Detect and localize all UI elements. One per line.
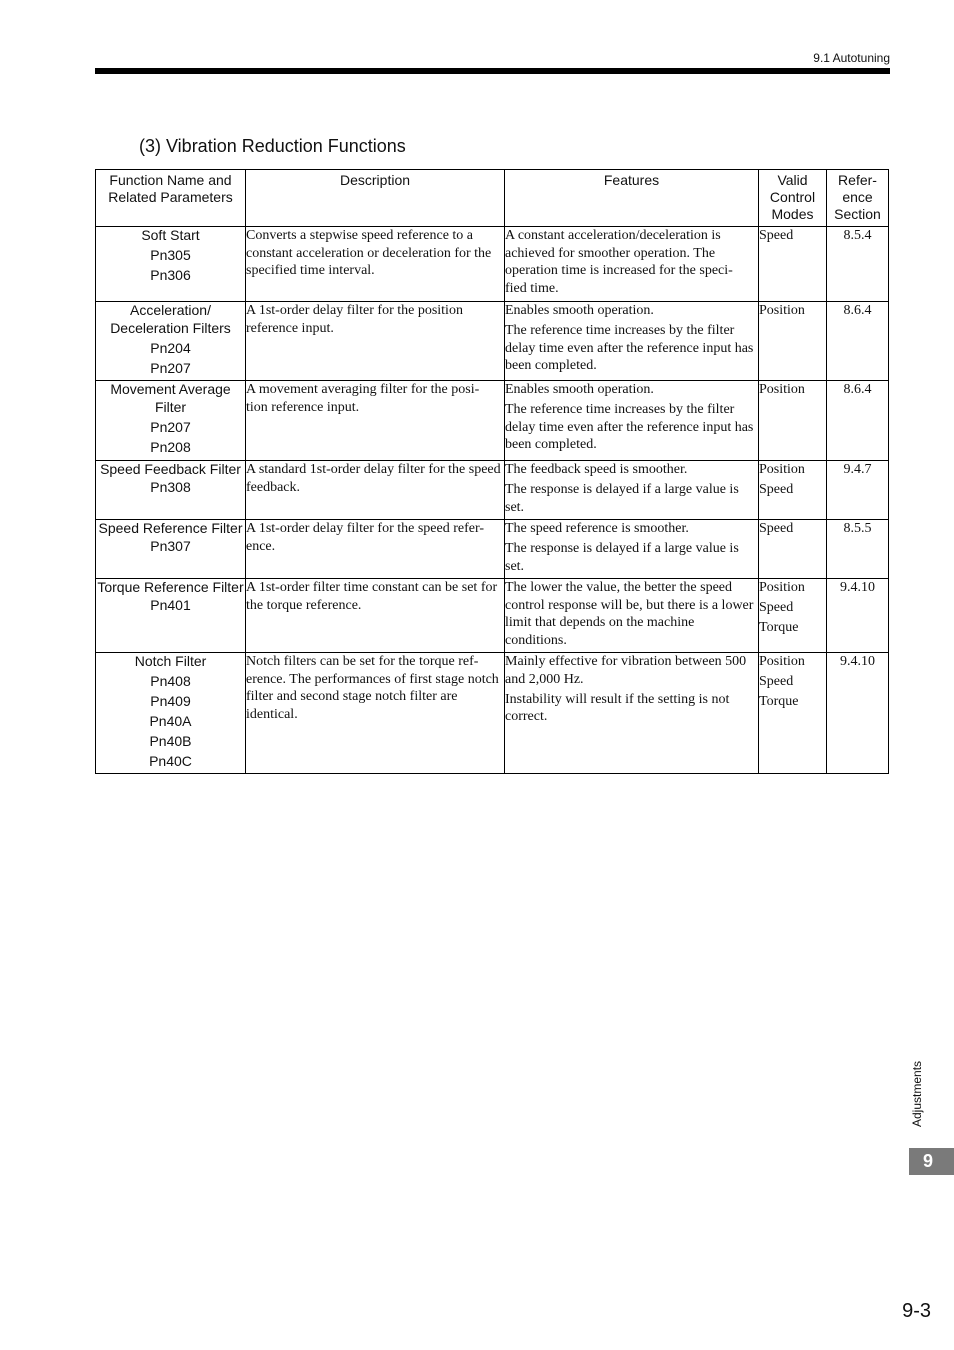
reference-section-cell: 9.4.10	[827, 653, 889, 774]
parameter-name: Pn305	[150, 247, 191, 263]
features-cell	[505, 302, 759, 381]
features-cell	[505, 653, 759, 774]
function-name-cell	[96, 461, 246, 520]
description-cell: A 1st-order delay filter for the position reference input.	[246, 302, 505, 381]
parameter-name: Pn207	[150, 418, 191, 435]
description-cell: Converts a stepwise speed reference to a constant acceleration or deceleration for the specified time interval.	[246, 227, 505, 302]
table-row	[96, 520, 889, 579]
parameter-name: Pn307	[150, 537, 191, 554]
function-name-cell	[96, 227, 246, 302]
feature-text: The speed reference is smoother.	[505, 521, 689, 536]
description-cell: A standard 1st-order delay filter for the speed feedback.	[246, 461, 505, 520]
column-header-reference-section: Refer- ence Section	[827, 170, 889, 227]
control-modes-cell	[759, 227, 827, 302]
parameter-name: Pn207	[150, 359, 191, 376]
function-name: Torque Reference Filter	[97, 579, 244, 595]
table-row	[96, 302, 889, 381]
feature-text: The response is delayed if a large value is set.	[505, 482, 739, 515]
column-header-description: Description	[246, 170, 505, 227]
function-name-cell	[96, 520, 246, 579]
parameter-name: Pn308	[150, 478, 191, 495]
control-mode: Position	[759, 580, 805, 595]
description-cell: A movement averaging filter for the posi- tion reference input.	[246, 381, 505, 461]
parameter-name: Pn40A	[149, 713, 192, 729]
function-name: Speed Feedback Filter	[100, 461, 241, 477]
feature-text: The reference time increases by the filter delay time even after the reference input has been completed.	[505, 402, 754, 452]
description-cell: A 1st-order delay filter for the speed refer- ence.	[246, 520, 505, 579]
parameter-name: Pn306	[150, 267, 191, 283]
feature-text: The response is delayed if a large value is set.	[505, 541, 739, 574]
header-rule	[95, 68, 890, 74]
table-header-row	[96, 170, 889, 227]
function-name: Speed Reference Filter	[98, 520, 243, 536]
control-mode: Torque	[759, 620, 799, 635]
features-cell	[505, 227, 759, 302]
control-mode: Speed	[759, 228, 794, 243]
parameter-name: Pn408	[150, 673, 191, 689]
control-mode: Torque	[759, 694, 799, 709]
table-row	[96, 227, 889, 302]
control-modes-cell	[759, 461, 827, 520]
table-row	[96, 653, 889, 774]
page-number: 9-3	[902, 1300, 931, 1322]
feature-text: The feedback speed is smoother.	[505, 462, 688, 477]
function-name: Acceleration/ Deceleration Filters	[110, 302, 231, 336]
table-row	[96, 381, 889, 461]
table-row	[96, 579, 889, 653]
function-name-cell	[96, 579, 246, 653]
reference-section-cell: 8.5.4	[827, 227, 889, 302]
description-cell: A 1st-order filter time constant can be set for the torque reference.	[246, 579, 505, 653]
control-mode: Speed	[759, 521, 794, 536]
column-header-valid-control-modes: Valid Control Modes	[759, 170, 827, 227]
control-mode: Speed	[759, 482, 794, 497]
column-header-features: Features	[505, 170, 759, 227]
parameter-name: Pn409	[150, 693, 191, 709]
features-cell	[505, 579, 759, 653]
feature-text: The lower the value, the better the speed control response will be, but there is a lower limit that depends on the machine conditions.	[505, 580, 754, 648]
feature-text: A constant acceleration/deceleration is achieved for smoother operation. The operation time is increased for the speci- fied time.	[505, 228, 733, 296]
features-cell	[505, 461, 759, 520]
parameter-name: Pn40C	[149, 753, 192, 769]
control-modes-cell	[759, 302, 827, 381]
feature-text: Mainly effective for vibration between 500 and 2,000 Hz.	[505, 654, 747, 687]
chapter-side-label-text: Adjustments	[910, 1060, 924, 1127]
control-mode: Position	[759, 382, 805, 397]
function-name: Notch Filter	[134, 653, 207, 669]
description-cell: Notch filters can be set for the torque ref- erence. The performances of first stage notch filter and second stage notch filter are identical.	[246, 653, 505, 774]
running-head: 9.1 Autotuning	[813, 51, 890, 65]
chapter-tab: 9	[909, 1148, 954, 1175]
section-title: (3) Vibration Reduction Functions	[139, 136, 406, 156]
function-name: Soft Start	[141, 227, 200, 243]
control-modes-cell	[759, 653, 827, 774]
control-mode: Position	[759, 303, 805, 318]
function-name-cell	[96, 653, 246, 774]
control-mode: Speed	[759, 600, 794, 615]
control-mode: Position	[759, 462, 805, 477]
feature-text: The reference time increases by the filter delay time even after the reference input has been completed.	[505, 323, 754, 373]
reference-section-cell: 8.5.5	[827, 520, 889, 579]
parameter-name: Pn401	[150, 596, 191, 613]
feature-text: Instability will result if the setting is not correct.	[505, 691, 730, 724]
vibration-reduction-table	[95, 169, 889, 774]
control-modes-cell	[759, 579, 827, 653]
feature-text: Enables smooth operation.	[505, 303, 654, 318]
parameter-name: Pn40B	[149, 733, 192, 749]
reference-section-cell: 9.4.10	[827, 579, 889, 653]
parameter-name: Pn208	[150, 438, 191, 455]
control-mode: Position	[759, 654, 805, 669]
reference-section-cell: 9.4.7	[827, 461, 889, 520]
feature-text: Enables smooth operation.	[505, 382, 654, 397]
control-modes-cell	[759, 381, 827, 461]
features-cell	[505, 520, 759, 579]
table-row	[96, 461, 889, 520]
column-header-function-name: Function Name and Related Parameters	[96, 170, 246, 227]
reference-section-cell: 8.6.4	[827, 381, 889, 461]
control-modes-cell	[759, 520, 827, 579]
features-cell	[505, 381, 759, 461]
reference-section-cell: 8.6.4	[827, 302, 889, 381]
control-mode: Speed	[759, 674, 794, 689]
function-name-cell	[96, 381, 246, 461]
function-name-cell	[96, 302, 246, 381]
parameter-name: Pn204	[150, 339, 191, 356]
function-name: Movement Average Filter	[110, 381, 231, 415]
